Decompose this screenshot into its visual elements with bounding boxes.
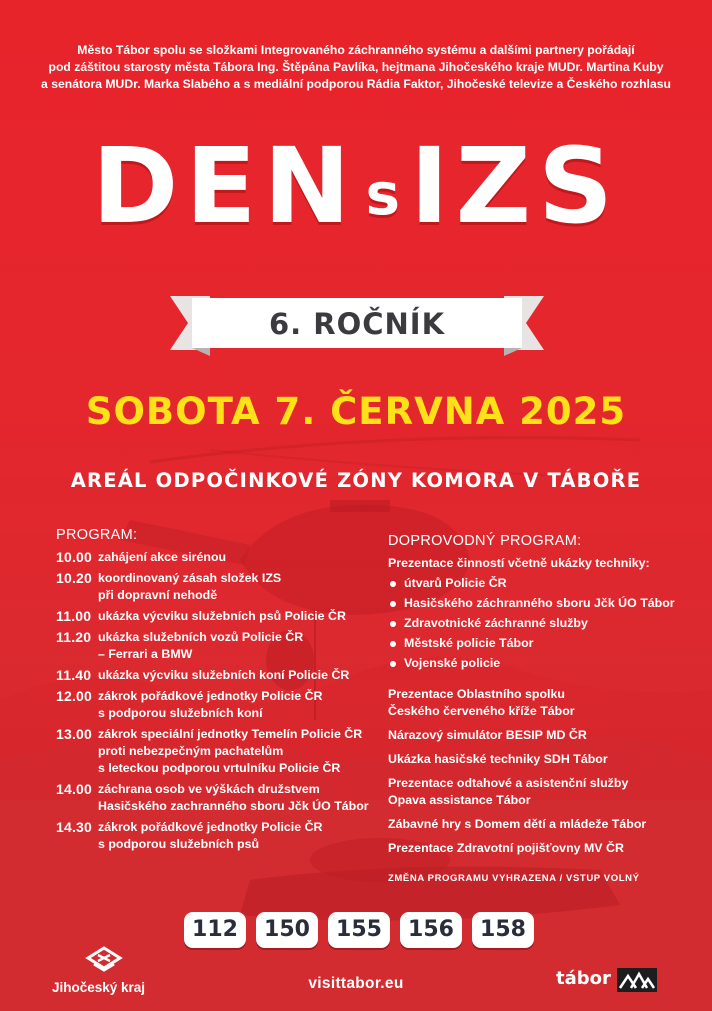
extra-program-item	[388, 727, 688, 744]
bullet-text: Městské policie Tábor	[404, 636, 534, 650]
program-note: ZMĚNA PROGRAMU VYHRAZENA / VSTUP VOLNÝ	[388, 873, 640, 884]
extra-program-item	[388, 840, 688, 857]
extra-intro: Prezentace činností včetně ukázky techniky:	[388, 556, 650, 570]
emergency-number-158: 158	[472, 912, 534, 948]
intro-line: pod záštitou starosty města Tábora Ing. Štěpána Pavlíka, hejtmana Jihočeského kraje MUDr. Martina Kuby	[48, 60, 664, 74]
extra-heading: DOPROVODNÝ PROGRAM:	[388, 533, 582, 549]
bullet-text: útvarů Policie ČR	[404, 576, 507, 590]
program-description-line: zahájení akce sirénou	[98, 550, 227, 564]
tabor-city-logo-icon	[617, 968, 657, 992]
program-description-line: ukázka výcviku služebních koní Policie ČR	[98, 668, 350, 682]
program-description-line: s leteckou podporou vrtulníku Policie ČR	[98, 761, 341, 775]
program-item	[56, 688, 376, 722]
event-title	[0, 126, 712, 254]
program-time: 11.20	[56, 629, 92, 645]
program-description-line: s podporou služebních koní	[98, 706, 263, 720]
program-description-line: proti nebezpečným pachatelům	[98, 744, 284, 758]
extra-program-line: Českého červeného kříže Tábor	[388, 704, 575, 718]
bullet-item	[388, 635, 688, 652]
extra-program-item	[388, 686, 688, 720]
program-heading: PROGRAM:	[56, 527, 138, 543]
program-description	[98, 688, 322, 722]
emergency-number-156: 156	[400, 912, 462, 948]
program-item	[56, 570, 376, 604]
extra-program-item	[388, 816, 688, 833]
program-time: 13.00	[56, 726, 93, 742]
extra-program-item	[388, 751, 688, 768]
bullet-dot-icon	[390, 601, 396, 607]
extra-program-line: Prezentace Zdravotní pojišťovny MV ČR	[388, 841, 624, 855]
title-den: DEN	[92, 125, 358, 247]
program-item	[56, 819, 376, 853]
program-description	[98, 549, 226, 566]
program-description	[98, 726, 362, 777]
program-time: 14.30	[56, 819, 93, 835]
bullet-text: Vojenské policie	[404, 656, 501, 670]
accompanying-program	[388, 533, 688, 884]
program-time: 10.20	[56, 570, 93, 586]
program-description	[98, 819, 322, 853]
program-description-line: zákrok pořádkové jednotky Policie ČR	[98, 820, 323, 834]
event-venue: AREÁL ODPOČINKOVÉ ZÓNY KOMORA V TÁBOŘE	[70, 469, 642, 492]
program-item	[56, 608, 376, 625]
program-item	[56, 549, 376, 566]
bullet-item	[388, 575, 688, 592]
program-item	[56, 781, 376, 815]
program-item	[56, 726, 376, 777]
program-description-line: ukázka výcviku služebních psů Policie ČR	[98, 609, 346, 623]
extra-program-line: Prezentace odtahové a asistenční služby	[388, 776, 629, 790]
region-logo-label: Jihočeský kraj	[52, 980, 146, 995]
extra-program-line: Nárazový simulátor BESIP MD ČR	[388, 728, 587, 742]
emergency-number-112: 112	[184, 912, 246, 948]
title-izs: IZS	[409, 125, 620, 247]
program-description	[98, 570, 281, 604]
emergency-number-150: 150	[256, 912, 318, 948]
bullet-dot-icon	[390, 581, 396, 587]
intro-text	[20, 42, 692, 93]
program-description-line: ukázka služebních vozů Policie ČR	[98, 630, 304, 644]
program-description-line: – Ferrari a BMW	[98, 647, 193, 661]
program-item	[56, 667, 376, 684]
extra-program-item	[388, 775, 688, 809]
program-description-line: Hasičského zachranného sboru Jčk ÚO Tábor	[98, 799, 369, 813]
program-list	[56, 549, 376, 853]
program-description-line: koordinovaný zásah složek IZS	[98, 571, 282, 585]
program-section	[56, 527, 376, 857]
event-date: SOBOTA 7. ČERVNA 2025	[85, 390, 627, 433]
program-time: 12.00	[56, 688, 93, 704]
bullet-dot-icon	[390, 641, 396, 647]
program-time: 14.00	[56, 781, 93, 797]
title-s: s	[365, 160, 402, 228]
program-description-line: záchrana osob ve výškách družstvem	[98, 782, 320, 796]
extra-program-line: Opava assistance Tábor	[388, 793, 531, 807]
program-time: 10.00	[56, 549, 93, 565]
tabor-city-logo	[556, 966, 664, 994]
extra-list	[388, 686, 688, 857]
program-description-line: s podporou služebních psů	[98, 837, 260, 851]
program-time: 11.40	[56, 667, 92, 683]
jihocesky-kraj-logo-icon	[84, 944, 124, 978]
intro-line: Město Tábor spolu se složkami Integrovaného záchranného systému a dalšími partnery pořádají	[77, 43, 635, 57]
tabor-logo-label: tábor	[556, 968, 611, 989]
website-link[interactable]: visittabor.eu	[308, 975, 404, 992]
program-description	[98, 667, 349, 684]
intro-line: a senátora MUDr. Marka Slabého a s mediální podporou Rádia Faktor, Jihočeské televize a Českého rozhlasu	[41, 77, 671, 91]
program-description-line: při dopravní nehodě	[98, 588, 218, 602]
extra-program-line: Prezentace Oblastního spolku	[388, 687, 565, 701]
extra-program-line: Ukázka hasičské techniky SDH Tábor	[388, 752, 608, 766]
bullet-item	[388, 595, 688, 612]
bullet-dot-icon	[390, 621, 396, 627]
emergency-numbers	[184, 912, 534, 948]
edition-label: 6. ROČNÍK	[268, 307, 446, 341]
bullet-list	[388, 575, 688, 672]
program-time: 11.00	[56, 608, 92, 624]
program-item	[56, 629, 376, 663]
extra-program-line: Zábavné hry s Domem dětí a mládeže Tábor	[388, 817, 647, 831]
bullet-dot-icon	[390, 661, 396, 667]
bullet-text: Hasičského záchranného sboru Jčk ÚO Tábor	[404, 596, 675, 610]
bullet-item	[388, 655, 688, 672]
program-description-line: zákrok pořádkové jednotky Policie ČR	[98, 689, 323, 703]
program-description-line: zákrok speciální jednotky Temelín Policie ČR	[98, 727, 363, 741]
emergency-number-155: 155	[328, 912, 390, 948]
program-description	[98, 629, 303, 663]
program-description	[98, 608, 346, 625]
bullet-text: Zdravotnické záchranné služby	[404, 616, 588, 630]
program-description	[98, 781, 369, 815]
bullet-item	[388, 615, 688, 632]
